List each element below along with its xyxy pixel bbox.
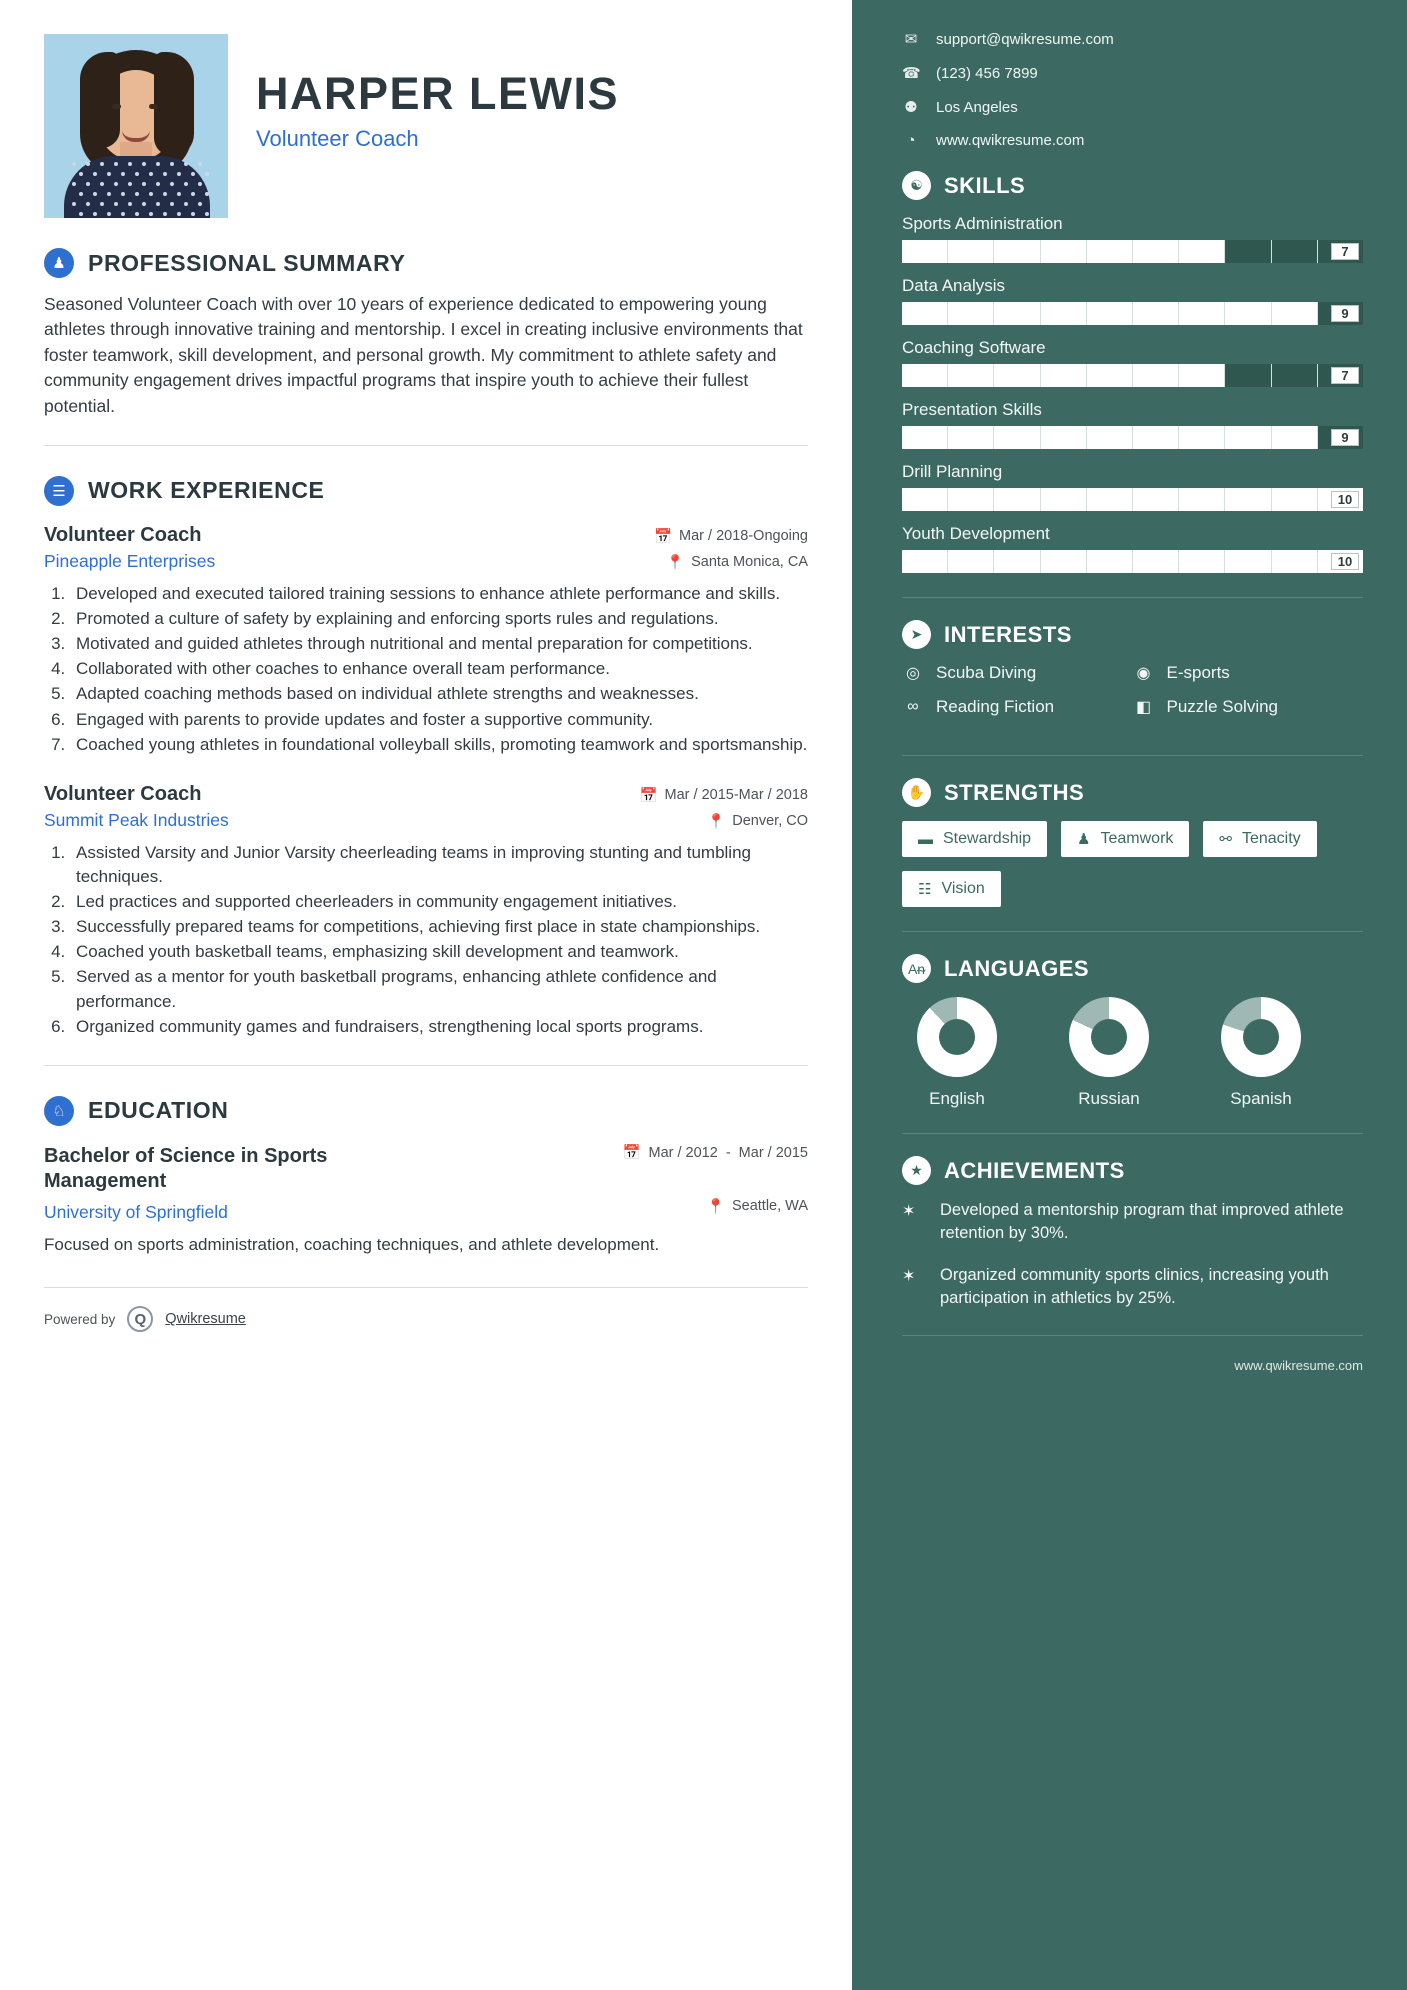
divider bbox=[44, 1065, 808, 1066]
strength-chip bbox=[902, 821, 1047, 857]
list-item: 1. Assisted Varsity and Junior Varsity cheerleading teams in improving stunting and tumbling techniques. bbox=[70, 841, 808, 889]
sidebar-footer-site: www.qwikresume.com bbox=[1234, 1357, 1363, 1373]
envelope-icon: ✉ bbox=[904, 31, 918, 48]
interest-item bbox=[902, 697, 1133, 717]
paper-plane-icon: ➤ bbox=[902, 620, 931, 649]
job-title: Volunteer Coach bbox=[256, 126, 419, 151]
education-date-end: Mar / 2015 bbox=[738, 1144, 808, 1161]
section-languages bbox=[902, 954, 1363, 1109]
people-icon: ♟ bbox=[1077, 831, 1091, 848]
job-bullets bbox=[70, 841, 808, 1039]
diving-mask-icon: ◎ bbox=[906, 665, 920, 682]
skill-bar bbox=[902, 302, 1363, 325]
skill-name: Coaching Software bbox=[902, 338, 1046, 357]
skill-item bbox=[902, 524, 1363, 573]
section-heading bbox=[902, 778, 1363, 807]
interest-label: Scuba Diving bbox=[936, 663, 1037, 682]
skill-item bbox=[902, 462, 1363, 511]
achievement-text: Developed a mentorship program that improved athlete retention by 30%. bbox=[940, 1201, 1344, 1243]
strength-label: Tenacity bbox=[1241, 830, 1301, 847]
page-title: HARPER LEWIS bbox=[256, 68, 620, 119]
skill-item bbox=[902, 276, 1363, 325]
education-degree: Bachelor of Science in Sports Management bbox=[44, 1144, 328, 1192]
skill-item bbox=[902, 338, 1363, 387]
job-bullets bbox=[70, 582, 808, 757]
briefcase-icon: ☰ bbox=[44, 476, 74, 506]
contact-website[interactable] bbox=[902, 132, 1363, 149]
list-item: 6. Organized community games and fundraisers, strengthening local sports programs. bbox=[70, 1015, 808, 1039]
skill-value: 10 bbox=[1331, 491, 1359, 508]
language-item bbox=[902, 997, 1012, 1109]
list-item: 4. Coached youth basketball teams, emphasizing skill development and teamwork. bbox=[70, 940, 808, 964]
job-role: Volunteer Coach bbox=[44, 782, 202, 805]
section-heading bbox=[902, 620, 1363, 649]
location-pin-icon: ⚉ bbox=[904, 99, 918, 116]
skill-value: 10 bbox=[1331, 553, 1359, 570]
powered-by-label: Powered by bbox=[44, 1311, 116, 1327]
list-item: 6. Engaged with parents to provide updates and foster a supportive community. bbox=[70, 708, 808, 732]
interests-list bbox=[902, 663, 1363, 731]
location-pin-icon: 📍 bbox=[706, 1198, 725, 1215]
section-professional-summary bbox=[44, 248, 808, 419]
section-heading bbox=[902, 1156, 1363, 1185]
skill-name: Data Analysis bbox=[902, 276, 1005, 295]
skill-value: 9 bbox=[1331, 305, 1359, 322]
education-dates bbox=[622, 1144, 808, 1162]
gamepad-icon: ◉ bbox=[1136, 665, 1151, 682]
skills-list bbox=[902, 214, 1363, 573]
contact-website-text: www.qwikresume.com bbox=[936, 132, 1085, 149]
calendar-icon: 📅 bbox=[653, 528, 673, 545]
resume-sidebar bbox=[852, 0, 1407, 1990]
skill-bar bbox=[902, 364, 1363, 387]
skill-value: 7 bbox=[1331, 243, 1359, 260]
achievement-item bbox=[902, 1199, 1363, 1246]
lightbulb-icon: ☯ bbox=[902, 171, 931, 200]
section-interests bbox=[902, 620, 1363, 731]
language-label: Spanish bbox=[1230, 1089, 1292, 1108]
interest-label: E-sports bbox=[1166, 663, 1230, 682]
graduation-cap-icon: ♘ bbox=[44, 1096, 74, 1126]
list-item: 4. Collaborated with other coaches to enhance overall team performance. bbox=[70, 657, 808, 681]
job-dates-text: Mar / 2015-Mar / 2018 bbox=[664, 787, 808, 804]
divider bbox=[44, 445, 808, 446]
section-title: INTERESTS bbox=[944, 621, 1072, 647]
contact-email[interactable] bbox=[902, 30, 1363, 48]
section-title: STRENGTHS bbox=[944, 779, 1085, 805]
contact-location bbox=[902, 98, 1363, 116]
globe-icon: ◔ bbox=[906, 132, 916, 149]
languages-list bbox=[902, 997, 1363, 1109]
education-description: Focused on sports administration, coaching techniques, and athlete development. bbox=[44, 1234, 660, 1254]
experience-item bbox=[44, 783, 808, 1039]
skill-bar bbox=[902, 550, 1363, 573]
qwikresume-link[interactable]: Qwikresume bbox=[165, 1311, 246, 1328]
name-block bbox=[256, 34, 619, 152]
language-donut bbox=[1069, 997, 1149, 1077]
phone-icon: ☎ bbox=[902, 65, 921, 82]
job-company: Summit Peak Industries bbox=[44, 809, 229, 830]
contact-block bbox=[902, 30, 1363, 149]
section-title: WORK EXPERIENCE bbox=[88, 477, 325, 504]
list-item: 5. Adapted coaching methods based on individual athlete strengths and weaknesses. bbox=[70, 682, 808, 706]
star-badge-icon: ★ bbox=[902, 1156, 931, 1185]
skill-name: Sports Administration bbox=[902, 214, 1063, 233]
section-title: PROFESSIONAL SUMMARY bbox=[88, 249, 406, 276]
job-role: Volunteer Coach bbox=[44, 523, 202, 546]
ribbon-icon: ✶ bbox=[902, 1267, 916, 1285]
education-location bbox=[707, 1198, 808, 1215]
list-item: 2. Led practices and supported cheerleaders in community engagement initiatives. bbox=[70, 890, 808, 914]
section-achievements bbox=[902, 1156, 1363, 1311]
list-item: 3. Motivated and guided athletes through nutritional and mental preparation for competitions. bbox=[70, 632, 808, 656]
job-location bbox=[666, 554, 808, 571]
contact-location-text: Los Angeles bbox=[936, 98, 1018, 116]
summary-text: Seasoned Volunteer Coach with over 10 years of experience dedicated to empowering young athletes through innovative training and mentorship. I excel in creating inclusive environments that foster teamwork, skill development, and personal growth. My commitment to athlete safety and community engagement drives impactful programs that inspire youth to achieve their fullest potential. bbox=[44, 294, 803, 416]
strength-label: Vision bbox=[941, 880, 985, 897]
education-date-start: Mar / 2012 bbox=[648, 1144, 718, 1161]
strength-label: Stewardship bbox=[943, 830, 1032, 847]
section-heading bbox=[44, 248, 808, 278]
divider bbox=[902, 755, 1363, 756]
language-item bbox=[1206, 997, 1316, 1109]
avatar bbox=[44, 34, 228, 218]
section-strengths bbox=[902, 778, 1363, 907]
education-location-text: Seattle, WA bbox=[731, 1198, 808, 1215]
achievement-item bbox=[902, 1264, 1363, 1311]
section-title: SKILLS bbox=[944, 172, 1026, 198]
job-dates bbox=[639, 787, 808, 804]
link-icon: ⚯ bbox=[1219, 831, 1232, 848]
job-dates bbox=[654, 528, 808, 545]
interest-label: Puzzle Solving bbox=[1166, 697, 1279, 716]
language-donut bbox=[917, 997, 997, 1077]
job-company: Pineapple Enterprises bbox=[44, 550, 216, 571]
education-school: University of Springfield bbox=[44, 1201, 228, 1222]
divider bbox=[902, 1133, 1363, 1134]
language-label: English bbox=[929, 1089, 985, 1108]
language-label: Russian bbox=[1078, 1089, 1140, 1108]
list-item: 7. Coached young athletes in foundational volleyball skills, promoting teamwork and sportsmanship. bbox=[70, 733, 808, 757]
section-title: ACHIEVEMENTS bbox=[944, 1157, 1125, 1183]
strength-chip bbox=[1203, 821, 1316, 857]
skill-bar bbox=[902, 426, 1363, 449]
section-title: EDUCATION bbox=[88, 1097, 229, 1124]
section-education bbox=[44, 1096, 808, 1258]
fist-icon: ✋ bbox=[902, 778, 931, 807]
contact-phone-text: (123) 456 7899 bbox=[936, 64, 1038, 82]
interest-item bbox=[902, 663, 1133, 683]
location-pin-icon: 📍 bbox=[707, 813, 726, 830]
divider bbox=[902, 1335, 1363, 1336]
contact-phone[interactable] bbox=[902, 64, 1363, 82]
page-footer bbox=[44, 1306, 808, 1332]
contact-email-text: support@qwikresume.com bbox=[936, 30, 1114, 48]
job-location-text: Santa Monica, CA bbox=[691, 554, 808, 571]
section-title: LANGUAGES bbox=[944, 955, 1090, 981]
language-item bbox=[1054, 997, 1164, 1109]
job-dates-text: Mar / 2018-Ongoing bbox=[679, 528, 808, 545]
interest-label: Reading Fiction bbox=[936, 697, 1055, 716]
divider bbox=[902, 597, 1363, 598]
date-separator: - bbox=[725, 1144, 731, 1161]
section-heading bbox=[44, 1096, 808, 1126]
skill-bar bbox=[902, 488, 1363, 511]
strength-chip bbox=[1061, 821, 1189, 857]
calendar-icon: 📅 bbox=[622, 1145, 641, 1162]
person-icon: ♟ bbox=[44, 248, 74, 278]
language-donut bbox=[1221, 997, 1301, 1077]
skill-item bbox=[902, 400, 1363, 449]
list-item: 5. Served as a mentor for youth basketball programs, enhancing athlete confidence and performance. bbox=[70, 965, 808, 1013]
binoculars-icon: ☷ bbox=[918, 881, 932, 898]
qwikresume-logo-icon: Q bbox=[127, 1306, 153, 1332]
list-item: 3. Successfully prepared teams for competitions, achieving first place in state championships. bbox=[70, 915, 808, 939]
divider bbox=[902, 931, 1363, 932]
resume-header bbox=[44, 34, 808, 218]
experience-item bbox=[44, 524, 808, 757]
section-work-experience bbox=[44, 476, 808, 1039]
section-heading bbox=[902, 171, 1363, 200]
location-pin-icon: 📍 bbox=[666, 554, 685, 571]
skill-name: Presentation Skills bbox=[902, 400, 1042, 419]
skill-value: 7 bbox=[1331, 367, 1359, 384]
section-skills bbox=[902, 171, 1363, 573]
divider bbox=[44, 1287, 808, 1288]
skill-name: Youth Development bbox=[902, 524, 1050, 543]
list-item: 2. Promoted a culture of safety by explaining and enforcing sports rules and regulations. bbox=[70, 607, 808, 631]
strength-label: Teamwork bbox=[1100, 830, 1174, 847]
glasses-icon: ∞ bbox=[907, 698, 919, 715]
interest-item bbox=[1133, 663, 1364, 683]
job-location bbox=[707, 813, 808, 830]
list-item: 1. Developed and executed tailored training sessions to enhance athlete performance and skills. bbox=[70, 582, 808, 606]
achievement-text: Organized community sports clinics, increasing youth participation in athletics by 25%. bbox=[940, 1265, 1329, 1308]
calendar-icon: 📅 bbox=[639, 787, 658, 804]
section-heading bbox=[44, 476, 808, 506]
job-location-text: Denver, CO bbox=[732, 813, 808, 830]
ribbon-icon: ✶ bbox=[902, 1203, 916, 1220]
skill-name: Drill Planning bbox=[902, 462, 1003, 481]
strengths-list bbox=[902, 821, 1363, 907]
skill-bar bbox=[902, 240, 1363, 263]
strength-chip bbox=[902, 871, 1001, 907]
interest-item bbox=[1133, 697, 1364, 717]
puzzle-icon: ◧ bbox=[1135, 699, 1152, 716]
section-heading bbox=[902, 954, 1363, 983]
skill-item bbox=[902, 214, 1363, 263]
skill-value: 9 bbox=[1331, 429, 1359, 446]
translate-icon: Aᵰ bbox=[902, 954, 931, 983]
briefcase-icon: ▬ bbox=[918, 830, 933, 848]
